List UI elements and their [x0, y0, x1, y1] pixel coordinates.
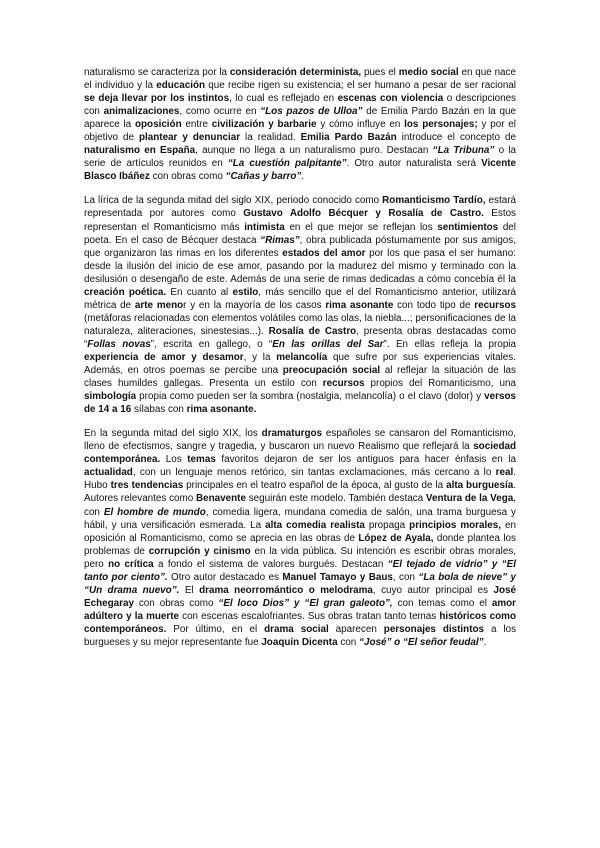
run-text: “Rimas” [260, 234, 300, 246]
emphasis-run: estados del amor [282, 247, 366, 259]
text-run: , obra publicada póstumamente por sus amigos, que organizaron las rimas en los diferentes [84, 234, 516, 259]
run-text: “José” o “El señor feudal” [359, 636, 484, 648]
text-run: que recibe rigen su existencia; el ser humano a pesar de ser racional [205, 80, 516, 92]
text-run: con obras como [133, 597, 219, 609]
paragraph-naturalismo [84, 66, 516, 183]
emphasis-run: arte meno [134, 299, 184, 311]
emphasis-run: melancolía [276, 351, 328, 363]
emphasis-run: educación [156, 80, 206, 92]
emphasis-run: creación poética. [84, 286, 167, 298]
emphasis-run: dramaturgos [261, 428, 323, 440]
text-run: aparecen [328, 623, 384, 635]
text-run: Por último, en el [166, 623, 265, 635]
text-run: del poeta. En el caso de Bécquer destaca [84, 221, 516, 246]
text-run: , con [84, 493, 516, 518]
document-page [84, 66, 516, 660]
emphasis-run: rima asonante. [186, 404, 257, 416]
text-run: con temas como el [392, 597, 492, 609]
text-run: favoritos dejaron de ser los antiguos para hacer énfasis en la [215, 454, 516, 466]
text-run: (metáforas relacionadas con elementos volátiles como las olas, la niebla...; personificaciones de la naturaleza, aliteraciones, sinestesias...). [84, 312, 516, 337]
emphasis-run: versos de 14 a 16 [84, 391, 516, 416]
emphasis-run: tres tendencias [110, 480, 184, 492]
emphasis-run: personajes distintos [383, 623, 485, 635]
run-text: “La cuestión palpitante” [227, 158, 347, 170]
emphasis-run [87, 339, 150, 350]
emphasis-run: Emilia Pardo Bazán [300, 132, 397, 144]
text-run: El [179, 584, 200, 596]
emphasis-run: Rosalía de Castro [268, 325, 357, 337]
text-run: , con [392, 571, 419, 583]
emphasis-run: López de Ayala, [358, 532, 434, 544]
text-run: o descripciones con [84, 93, 516, 118]
text-run: En la segunda mitad del siglo XIX, los [84, 428, 262, 440]
text-run: donde plantea los problemas de [84, 532, 516, 557]
run-text: “La bola de nieve” y “Un drama nuevo”. [84, 571, 516, 596]
text-run: , con un lenguaje menos retórico, sin tantas exclamaciones, más cercano a lo [132, 467, 496, 479]
emphasis-run: Vicente Blasco Ibáñez [84, 158, 517, 183]
run-text: En las orillas del Sar [272, 338, 384, 350]
emphasis-run: sociedad contemporánea. [84, 441, 516, 466]
emphasis-run: alta burguesía [446, 480, 514, 492]
emphasis-run: escenas con violencia [337, 93, 444, 105]
text-run: y cómo influye en [316, 119, 405, 131]
emphasis-run: plantear y denunciar [138, 132, 241, 144]
text-run: de Emilia Pardo Bazán en la que aparece la [84, 106, 516, 131]
emphasis-run: corrupción y cinismo [148, 545, 251, 557]
text-run: . [301, 171, 305, 183]
text-run: , presenta obras destacadas como “ [84, 325, 517, 350]
text-run: , aunque no llega a un naturalismo puro. Destacan [195, 145, 433, 157]
emphasis-run: preocupación social [282, 365, 381, 377]
emphasis-run [359, 637, 484, 648]
text-run: Otro autor destacado es [167, 571, 283, 583]
text-run: Los [160, 454, 188, 466]
text-run: en oposición al Romanticismo, como se aprecia en las obras de [84, 519, 516, 544]
emphasis-run: medio social [398, 67, 459, 78]
emphasis-run: históricos como contemporáneos. [84, 610, 516, 635]
run-text: “Los pazos de Ulloa” [260, 106, 363, 118]
run-text: Follas novas [87, 338, 151, 350]
emphasis-run: experiencia de amor y desamor [84, 351, 244, 363]
text-run: , más sencillo que el del Romanticismo anterior, utilizará métrica de [84, 286, 517, 311]
text-run: . Hubo [84, 467, 516, 492]
emphasis-run [433, 145, 495, 156]
emphasis-run: actualidad [84, 467, 133, 479]
text-run: en que nace el individuo y la [84, 67, 516, 92]
run-text: “El loco Dios” y “El gran galeoto”, [218, 597, 393, 609]
text-run: seguirán este modelo. También destaca [245, 493, 426, 505]
text-run: con escenas escalofriantes. Sus obras tratan tanto temas [179, 610, 440, 622]
emphasis-run: amor adúltero y la muerte [84, 597, 516, 622]
emphasis-run: naturalismo en España [84, 145, 196, 157]
text-run: con [337, 636, 360, 648]
emphasis-run: Gustavo Adolfo Bécquer y Rosalía de Castro. [243, 208, 484, 220]
text-run: con obras como [149, 171, 226, 183]
emphasis-run: no crítica [108, 558, 154, 570]
text-run: que sufre por sus experiencias vitales. Además, en otros poemas se percibe una [84, 351, 516, 377]
emphasis-run: Ventura de la Vega [425, 493, 514, 505]
text-run: con todo tipo de [393, 299, 475, 311]
emphasis-run: alta comedia realista [265, 519, 365, 531]
emphasis-run: José Echegaray [84, 584, 516, 609]
emphasis-run: estilo [232, 286, 259, 298]
emphasis-run: consideración determinista, [229, 67, 362, 78]
text-run: sílabas con [131, 404, 187, 416]
text-run: ”, escrita en gallego, o “ [150, 338, 273, 350]
run-text: El hombre de mundo [103, 506, 206, 518]
paragraph-lirica [84, 194, 516, 416]
emphasis-run: drama social [264, 623, 329, 635]
text-run: principales en el teatro español de la época, al gusto de la [183, 480, 447, 492]
emphasis-run: los personajes; [404, 119, 478, 131]
emphasis-run: recursos [322, 378, 365, 390]
run-text: “Cañas y barro” [225, 171, 302, 183]
text-run: , comedia ligera, mundana comedia de salón, una trama burguesa y hábil, y una versificación esmerada. La [84, 506, 516, 531]
emphasis-run: principios morales, [409, 519, 501, 531]
text-run: La lírica de la segunda mitad del siglo XIX, periodo conocido como [84, 195, 383, 207]
emphasis-run [218, 598, 392, 609]
text-run: r y en la mayoría de los casos [183, 299, 326, 311]
text-run: ”. En ellas refleja la propia [383, 338, 516, 350]
text-run: entre [181, 119, 212, 131]
text-run: a fondo el sistema de valores burgués. Destacan [153, 558, 388, 570]
emphasis-run [260, 106, 362, 117]
text-run: Estos representan el Romanticismo más [84, 208, 516, 233]
text-run: en el que mejor se reflejan los [284, 221, 438, 233]
text-run: y por el objetivo de [84, 119, 516, 144]
emphasis-run: civilización y barbarie [211, 119, 317, 131]
emphasis-run [228, 158, 347, 169]
emphasis-run: Manuel Tamayo y Baus [282, 571, 393, 583]
emphasis-run: recursos [474, 299, 516, 311]
emphasis-run [104, 507, 206, 518]
text-run: pues el [361, 67, 399, 78]
text-run: introduce el concepto de [396, 132, 516, 144]
text-run: al reflejar la situación de las clases humildes gallegas. Presenta un estilo con [84, 365, 516, 390]
text-run: , y la [243, 351, 277, 363]
emphasis-run: animalizaciones [103, 106, 180, 118]
text-run: a los burgueses y su mejor representante fue [84, 623, 517, 648]
text-run: , cuyo autor principal es [372, 584, 494, 596]
emphasis-run: intimista [244, 221, 285, 233]
text-run: propios del Romanticismo, una [364, 378, 516, 390]
text-run: propaga [364, 519, 410, 531]
emphasis-run: sentimientos [437, 221, 499, 233]
text-run: , como ocurre en [179, 106, 261, 118]
paragraph-teatro [84, 427, 516, 649]
text-run: . Otro autor naturalista será [346, 158, 482, 170]
text-run: españoles se cansaron del Romanticismo, lleno de efectismos, sangre y tragedia, y buscaron un nuevo Realismo que reflejará la [84, 428, 516, 453]
emphasis-run [225, 171, 305, 183]
emphasis-run [272, 339, 383, 350]
text-run: la realidad. [240, 132, 301, 144]
emphasis-run [260, 235, 300, 246]
emphasis-run: Romanticismo Tardío, [382, 195, 486, 207]
emphasis-run: simbología [84, 391, 137, 403]
text-run: . Autores relevantes como [84, 480, 516, 505]
text-run: propia como pueden ser la sombra (nostalgia, melancolía) o el clavo (dolor) y [136, 391, 485, 403]
run-text: “El tejado de vidrio” y “El tanto por ciento”. [84, 558, 516, 583]
emphasis-run: Joaquín Dicenta [261, 636, 338, 648]
emphasis-run: rima asonante [325, 299, 394, 311]
run-text: “La Tribuna” [432, 145, 495, 157]
text-run: estará representada por autores como [84, 195, 516, 220]
emphasis-run: Benavente [196, 493, 246, 505]
text-run: en la vida pública. Su intención es escribir obras morales, pero [84, 545, 517, 570]
emphasis-run: se deja llevar por los instintos [84, 93, 230, 105]
text-run: naturalismo se caracteriza por la [84, 67, 230, 78]
emphasis-run: temas [187, 454, 216, 466]
text-run: , lo cual es reflejado en [229, 93, 338, 105]
text-run: o la serie de artículos reunidos en [84, 145, 517, 170]
emphasis-run: oposición [134, 119, 182, 131]
emphasis-run: real [495, 467, 514, 479]
text-run: por los que pasa el ser humano: desde la ilusión del inicio de ese amor, pasando por la madurez del mismo y terminado con la desilusión o desengaño de este. Además de una serie de rimas dedicadas a cómo concebía él la [84, 247, 516, 285]
text-run: . [483, 636, 487, 648]
text-run: En cuanto al [166, 286, 233, 298]
emphasis-run: drama neorromántico o melodrama [199, 584, 373, 596]
